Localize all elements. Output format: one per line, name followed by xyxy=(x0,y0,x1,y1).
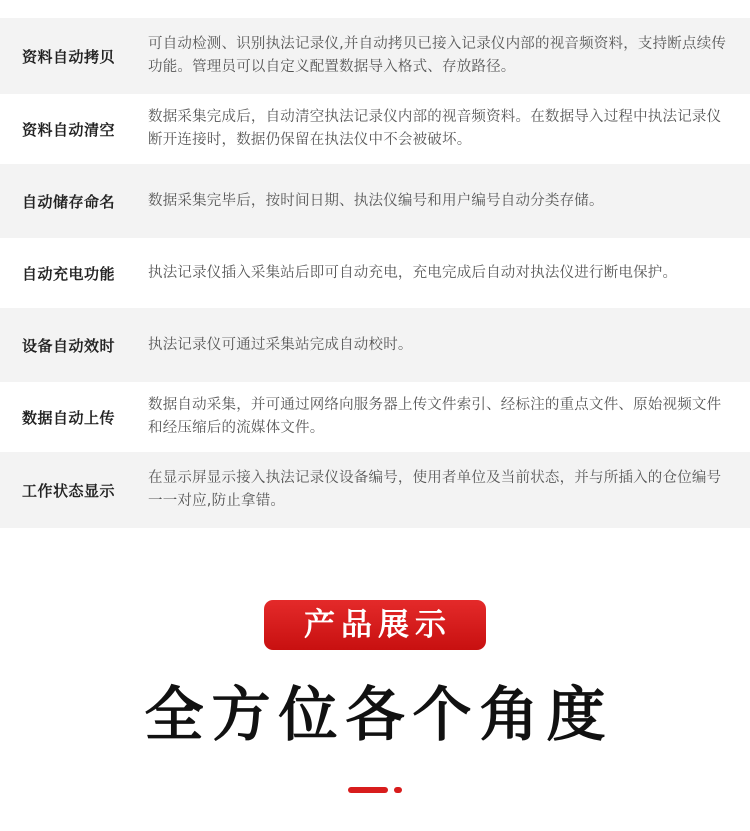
feature-row-upload xyxy=(0,382,750,452)
decorative-divider xyxy=(0,787,750,793)
feature-row-copy xyxy=(0,18,750,94)
feature-desc: 在显示屏显示接入执法记录仪设备编号，使用者单位及当前状态，并与所插入的仓位编号一一对应,防止拿错。 xyxy=(148,470,722,509)
divider-dash-long xyxy=(348,787,388,793)
feature-name: 自动充电功能 xyxy=(22,264,116,283)
feature-row-charging xyxy=(0,238,750,308)
feature-row-naming xyxy=(0,164,750,238)
section-headline: 全方位各个角度 xyxy=(144,680,614,749)
feature-name: 自动储存命名 xyxy=(22,192,116,211)
feature-name: 设备自动效时 xyxy=(22,336,116,355)
feature-desc: 执法记录仪可通过采集站完成自动校时。 xyxy=(148,336,413,353)
feature-desc: 可自动检测、识别执法记录仪,并自动拷贝已接入记录仪内部的视音频资料，支持断点续传功能。管理员可以自定义配置数据导入格式、存放路径。 xyxy=(148,36,727,75)
feature-desc: 数据采集完成后，自动清空执法记录仪内部的视音频资料。在数据导入过程中执法记录仪断开连接时，数据仍保留在执法仪中不会被破坏。 xyxy=(148,109,722,148)
feature-desc: 数据采集完毕后，按时间日期、执法仪编号和用户编号自动分类存储。 xyxy=(148,192,604,209)
divider-dash-short xyxy=(394,787,402,793)
feature-desc: 执法记录仪插入采集站后即可自动充电，充电完成后自动对执法仪进行断电保护。 xyxy=(148,264,678,281)
section-badge: 产品展示 xyxy=(264,600,486,650)
feature-name: 资料自动拷贝 xyxy=(22,47,116,66)
feature-desc: 数据自动采集，并可通过网络向服务器上传文件索引、经标注的重点文件、原始视频文件和经压缩后的流媒体文件。 xyxy=(148,397,722,436)
feature-name: 工作状态显示 xyxy=(22,481,116,500)
feature-name: 资料自动清空 xyxy=(22,120,116,139)
feature-row-status xyxy=(0,452,750,528)
feature-row-timing xyxy=(0,308,750,382)
feature-name: 数据自动上传 xyxy=(22,408,116,427)
feature-table xyxy=(0,18,750,528)
product-showcase-section xyxy=(0,600,750,750)
feature-row-clear xyxy=(0,94,750,164)
